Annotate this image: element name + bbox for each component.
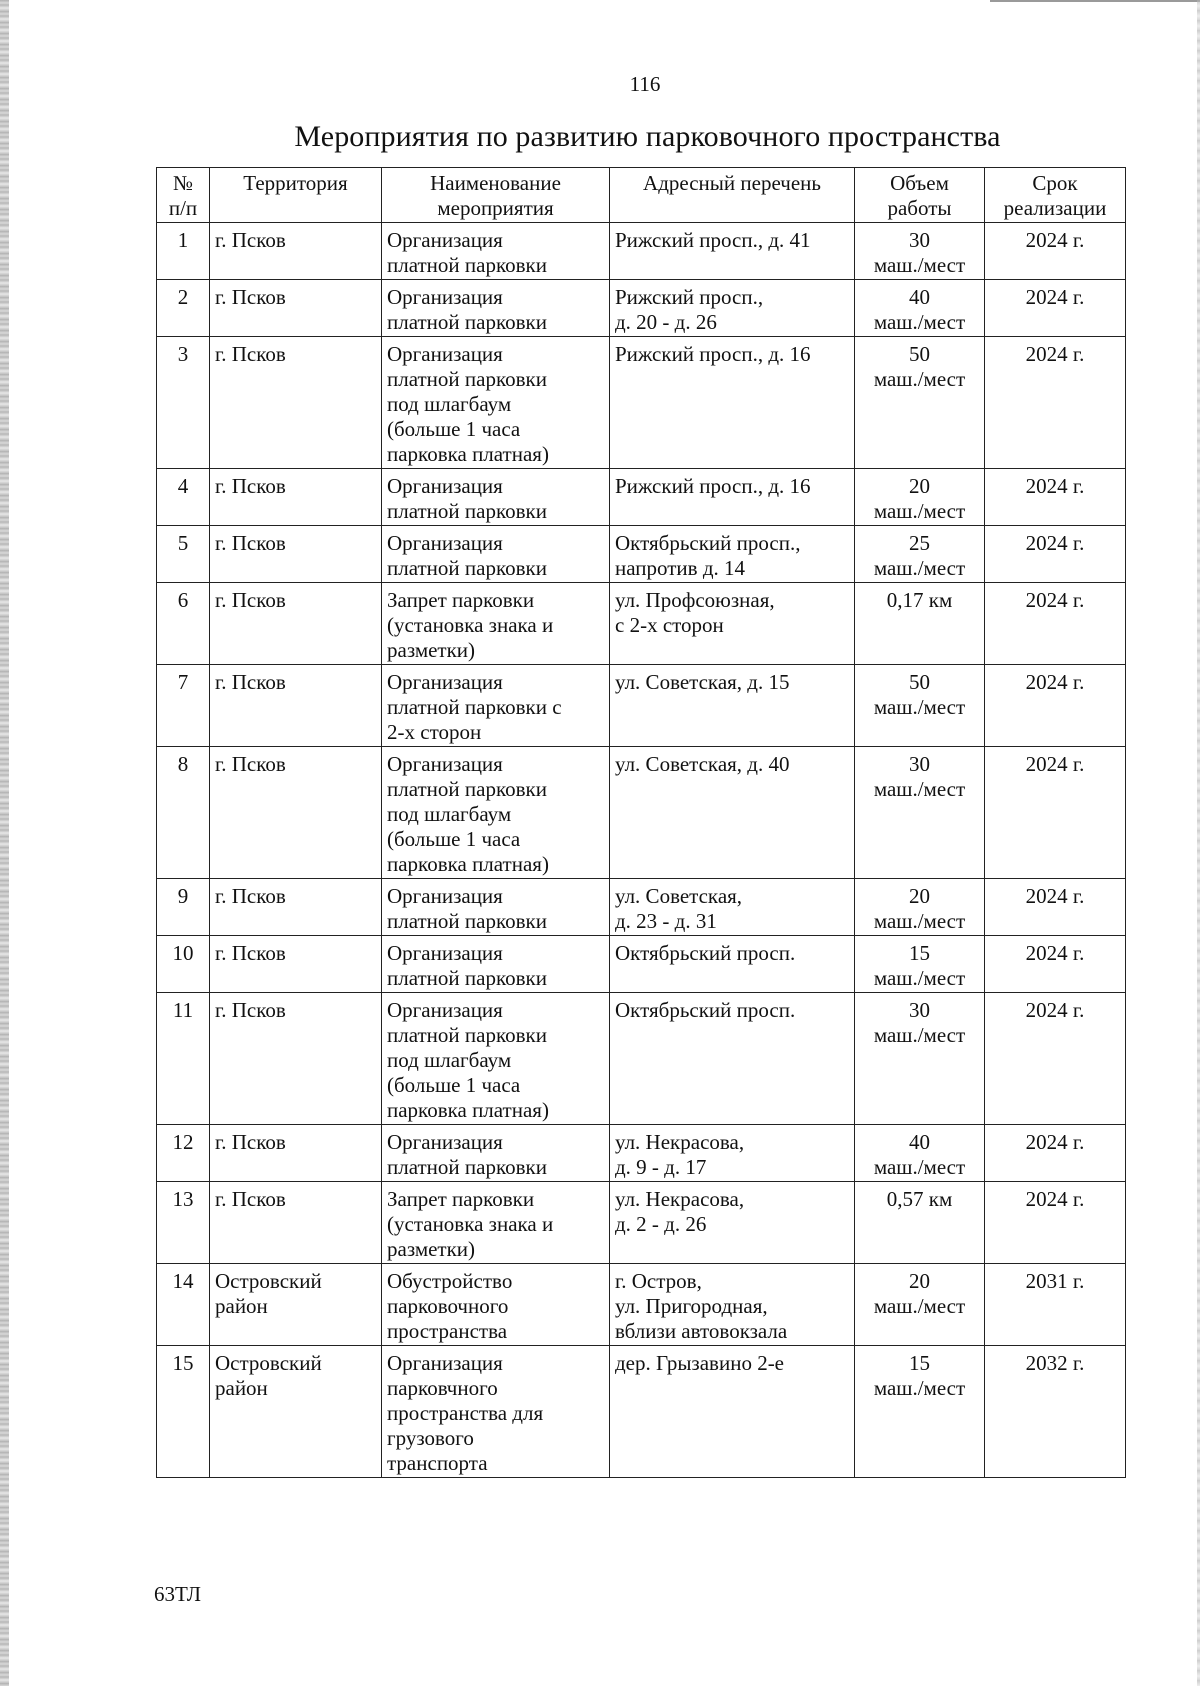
table-row [157,665,1126,747]
scan-left-edge [0,0,9,1686]
cell-territory: г. Псков [210,665,382,747]
measures-table [156,167,1126,1478]
cell-work-volume: 40 маш./мест [855,280,985,337]
cell-address: Рижский просп., д. 41 [610,223,855,280]
cell-work-volume: 20 маш./мест [855,879,985,936]
cell-territory: г. Псков [210,469,382,526]
cell-number: 8 [157,747,210,879]
cell-territory: г. Псков [210,936,382,993]
table-row [157,747,1126,879]
cell-measure-name: Организация парковчного пространства для грузового транспорта [382,1346,610,1478]
header-measure-name: Наименование мероприятия [382,168,610,223]
cell-measure-name: Организация платной парковки с 2-х сторон [382,665,610,747]
cell-measure-name: Организация платной парковки [382,469,610,526]
cell-number: 13 [157,1182,210,1264]
cell-territory: г. Псков [210,993,382,1125]
cell-territory: г. Псков [210,223,382,280]
table-row [157,879,1126,936]
cell-measure-name: Организация платной парковки [382,280,610,337]
cell-measure-name: Организация платной парковки [382,936,610,993]
cell-measure-name: Организация платной парковки [382,1125,610,1182]
cell-work-volume: 25 маш./мест [855,526,985,583]
cell-measure-name: Организация платной парковки под шлагбаум (больше 1 часа парковка платная) [382,993,610,1125]
cell-term: 2024 г. [985,223,1126,280]
cell-number: 15 [157,1346,210,1478]
table-row [157,223,1126,280]
header-territory: Территория [210,168,382,223]
cell-territory: г. Псков [210,583,382,665]
table-row [157,583,1126,665]
cell-work-volume: 30 маш./мест [855,223,985,280]
cell-address: ул. Советская, д. 23 - д. 31 [610,879,855,936]
cell-number: 5 [157,526,210,583]
cell-address: ул. Некрасова, д. 2 - д. 26 [610,1182,855,1264]
cell-term: 2024 г. [985,337,1126,469]
cell-number: 6 [157,583,210,665]
header-work-volume: Объем работы [855,168,985,223]
page-number: 116 [629,72,661,96]
cell-term: 2024 г. [985,526,1126,583]
cell-term: 2024 г. [985,280,1126,337]
cell-territory: г. Псков [210,747,382,879]
header-number: № п/п [157,168,210,223]
cell-territory: Островский район [210,1346,382,1478]
table-row [157,1264,1126,1346]
header-address-list: Адресный перечень [610,168,855,223]
cell-work-volume: 0,17 км [855,583,985,665]
cell-address: Рижский просп., д. 20 - д. 26 [610,280,855,337]
cell-address: ул. Профсоюзная, с 2-х сторон [610,583,855,665]
cell-number: 2 [157,280,210,337]
cell-address: ул. Советская, д. 15 [610,665,855,747]
cell-address: Октябрьский просп. [610,993,855,1125]
cell-work-volume: 50 маш./мест [855,337,985,469]
cell-work-volume: 30 маш./мест [855,993,985,1125]
cell-work-volume: 20 маш./мест [855,469,985,526]
cell-address: г. Остров, ул. Пригородная, вблизи автовокзала [610,1264,855,1346]
cell-term: 2031 г. [985,1264,1126,1346]
cell-measure-name: Организация платной парковки под шлагбаум (больше 1 часа парковка платная) [382,747,610,879]
cell-term: 2024 г. [985,1125,1126,1182]
cell-number: 12 [157,1125,210,1182]
cell-number: 10 [157,936,210,993]
cell-address: Рижский просп., д. 16 [610,469,855,526]
cell-measure-name: Запрет парковки (установка знака и разметки) [382,583,610,665]
footer-code: 63ТЛ [154,1582,202,1606]
table-row [157,469,1126,526]
cell-term: 2024 г. [985,665,1126,747]
cell-work-volume: 40 маш./мест [855,1125,985,1182]
cell-term: 2024 г. [985,936,1126,993]
cell-work-volume: 20 маш./мест [855,1264,985,1346]
page-title: Мероприятия по развитию парковочного пространства [294,120,1001,153]
cell-address: дер. Грызавино 2-е [610,1346,855,1478]
cell-number: 4 [157,469,210,526]
cell-work-volume: 15 маш./мест [855,936,985,993]
header-term: Срок реализации [985,168,1126,223]
cell-number: 7 [157,665,210,747]
table-row [157,936,1126,993]
cell-territory: Островский район [210,1264,382,1346]
cell-measure-name: Обустройство парковочного пространства [382,1264,610,1346]
cell-address: ул. Советская, д. 40 [610,747,855,879]
cell-measure-name: Организация платной парковки [382,223,610,280]
cell-territory: г. Псков [210,1182,382,1264]
cell-territory: г. Псков [210,337,382,469]
cell-measure-name: Организация платной парковки [382,526,610,583]
scan-top-edge [990,0,1200,2]
cell-term: 2024 г. [985,747,1126,879]
cell-territory: г. Псков [210,879,382,936]
cell-work-volume: 0,57 км [855,1182,985,1264]
table-row [157,526,1126,583]
cell-measure-name: Организация платной парковки под шлагбаум (больше 1 часа парковка платная) [382,337,610,469]
cell-term: 2024 г. [985,879,1126,936]
cell-number: 14 [157,1264,210,1346]
table-row [157,337,1126,469]
table-row [157,1125,1126,1182]
cell-work-volume: 50 маш./мест [855,665,985,747]
cell-term: 2024 г. [985,993,1126,1125]
cell-term: 2024 г. [985,1182,1126,1264]
cell-address: Октябрьский просп., напротив д. 14 [610,526,855,583]
table-row [157,280,1126,337]
table-row [157,1182,1126,1264]
cell-work-volume: 15 маш./мест [855,1346,985,1478]
table-row [157,993,1126,1125]
cell-term: 2032 г. [985,1346,1126,1478]
table-row [157,1346,1126,1478]
cell-address: Октябрьский просп. [610,936,855,993]
cell-number: 9 [157,879,210,936]
cell-term: 2024 г. [985,583,1126,665]
cell-work-volume: 30 маш./мест [855,747,985,879]
cell-measure-name: Запрет парковки (установка знака и разметки) [382,1182,610,1264]
cell-address: ул. Некрасова, д. 9 - д. 17 [610,1125,855,1182]
cell-territory: г. Псков [210,1125,382,1182]
table-body [157,223,1126,1478]
cell-territory: г. Псков [210,526,382,583]
cell-number: 1 [157,223,210,280]
cell-number: 11 [157,993,210,1125]
cell-term: 2024 г. [985,469,1126,526]
cell-territory: г. Псков [210,280,382,337]
table-header-row [157,168,1126,223]
cell-measure-name: Организация платной парковки [382,879,610,936]
cell-address: Рижский просп., д. 16 [610,337,855,469]
cell-number: 3 [157,337,210,469]
